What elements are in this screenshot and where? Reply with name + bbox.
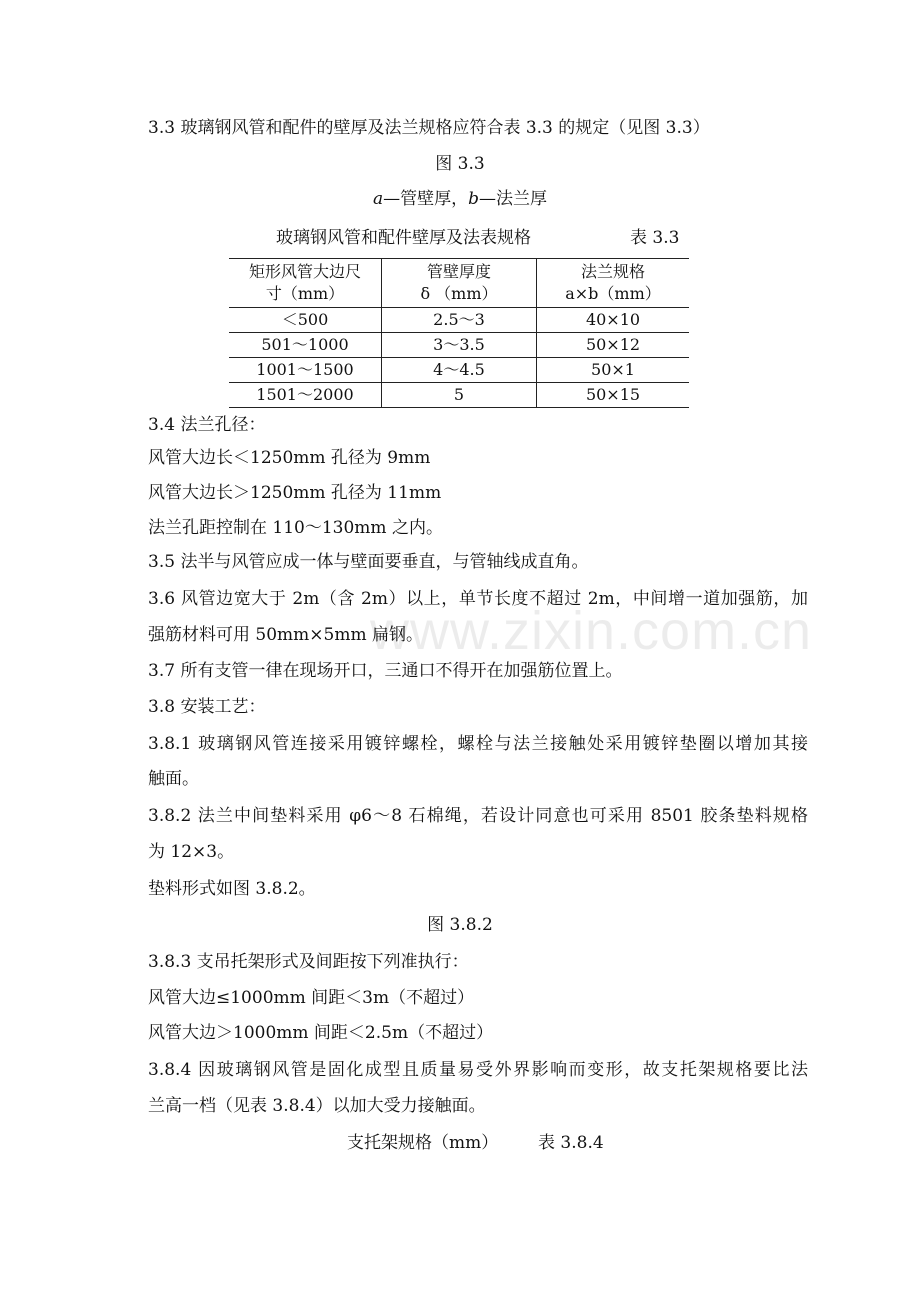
table-cell: 50×12 xyxy=(537,333,690,358)
section-3-8-3-line-2: 风管大边＞1000mm 间距＜2.5m（不超过） xyxy=(148,1023,494,1043)
section-3-8-4-line-1: 3.8.4 因玻璃钢风管是固化成型且质量易受外界影响而变形，故支托架规格要比法 xyxy=(148,1060,808,1080)
table-3-3-caption: 玻璃钢风管和配件壁厚及法表规格 xyxy=(276,228,531,248)
table-cell: 501～1000 xyxy=(229,333,382,358)
table-row xyxy=(229,333,689,358)
table-3-3 xyxy=(229,258,689,408)
figure-3-3-label: 图 3.3 xyxy=(435,154,485,174)
section-3-4-line-1: 风管大边长＜1250mm 孔径为 9mm xyxy=(148,448,431,468)
figure-3-3-legend xyxy=(0,187,920,211)
section-3-8: 3.8 安装工艺： xyxy=(148,697,266,717)
table-cell: 3～3.5 xyxy=(382,333,537,358)
section-3-8-3-line-1: 风管大边≤1000mm 间距＜3m（不超过） xyxy=(148,988,475,1008)
legend-b-text: —法兰厚 xyxy=(479,189,548,209)
legend-a-text: —管壁厚， xyxy=(383,189,469,209)
table-cell: 4～4.5 xyxy=(382,358,537,383)
table-cell: ＜500 xyxy=(229,308,382,333)
table-row xyxy=(229,358,689,383)
section-3-4-line-3: 法兰孔距控制在 110～130mm 之内。 xyxy=(148,518,443,538)
table-cell: 40×10 xyxy=(537,308,690,333)
section-3-4: 3.4 法兰孔径： xyxy=(148,415,266,435)
section-3-6-line-1: 3.6 风管边宽大于 2m（含 2m）以上，单节长度不超过 2m，中间增一道加强筋，加 xyxy=(148,589,808,609)
section-3-8-3: 3.8.3 支吊托架形式及间距按下列准执行： xyxy=(148,952,469,972)
watermark: www.zixin.com.cn xyxy=(370,601,813,661)
section-3-6-line-2: 强筋材料可用 50mm×5mm 扁钢。 xyxy=(148,625,423,645)
table-cell: 1001～1500 xyxy=(229,358,382,383)
table-cell: 50×15 xyxy=(537,383,690,408)
table-cell: 5 xyxy=(382,383,537,408)
table-3-8-4-caption: 支托架规格（mm） xyxy=(347,1133,499,1153)
header-cell: 管壁厚度 δ （mm） xyxy=(382,259,537,308)
table-header-row xyxy=(229,259,689,308)
section-3-8-4-line-2: 兰高一档（见表 3.8.4）以加大受力接触面。 xyxy=(148,1096,486,1116)
table-cell: 2.5～3 xyxy=(382,308,537,333)
section-3-8-1-line-1: 3.8.1 玻璃钢风管连接采用镀锌螺栓，螺栓与法兰接触处采用镀锌垫圈以增加其接 xyxy=(148,734,808,754)
table-3-8-4-number: 表 3.8.4 xyxy=(538,1133,604,1153)
header-cell: 矩形风管大边尺 寸（mm） xyxy=(229,259,382,308)
table-cell: 1501～2000 xyxy=(229,383,382,408)
section-3-3: 3.3 玻璃钢风管和配件的壁厚及法兰规格应符合表 3.3 的规定（见图 3.3） xyxy=(148,118,710,138)
table-cell: 50×1 xyxy=(537,358,690,383)
section-3-8-2-line-1: 3.8.2 法兰中间垫料采用 φ6～8 石棉绳，若设计同意也可采用 8501 胶条垫料规格 xyxy=(148,806,808,826)
figure-3-8-2-label: 图 3.8.2 xyxy=(427,915,493,935)
section-3-7: 3.7 所有支管一律在现场开口，三通口不得开在加强筋位置上。 xyxy=(148,661,623,681)
section-3-5: 3.5 法半与风管应成一体与壁面要垂直，与管轴线成直角。 xyxy=(148,552,589,572)
table-3-3-number: 表 3.3 xyxy=(630,228,680,248)
section-3-8-2-line-3: 垫料形式如图 3.8.2。 xyxy=(148,879,316,899)
section-3-8-2-line-2: 为 12×3。 xyxy=(148,842,235,862)
legend-a-symbol: a xyxy=(372,189,384,209)
table-row xyxy=(229,383,689,408)
section-3-4-line-2: 风管大边长＞1250mm 孔径为 11mm xyxy=(148,483,442,503)
legend-b-symbol: b xyxy=(468,189,480,209)
table-row xyxy=(229,308,689,333)
header-cell: 法兰规格 a×b（mm） xyxy=(537,259,690,308)
section-3-8-1-line-2: 触面。 xyxy=(148,769,199,789)
